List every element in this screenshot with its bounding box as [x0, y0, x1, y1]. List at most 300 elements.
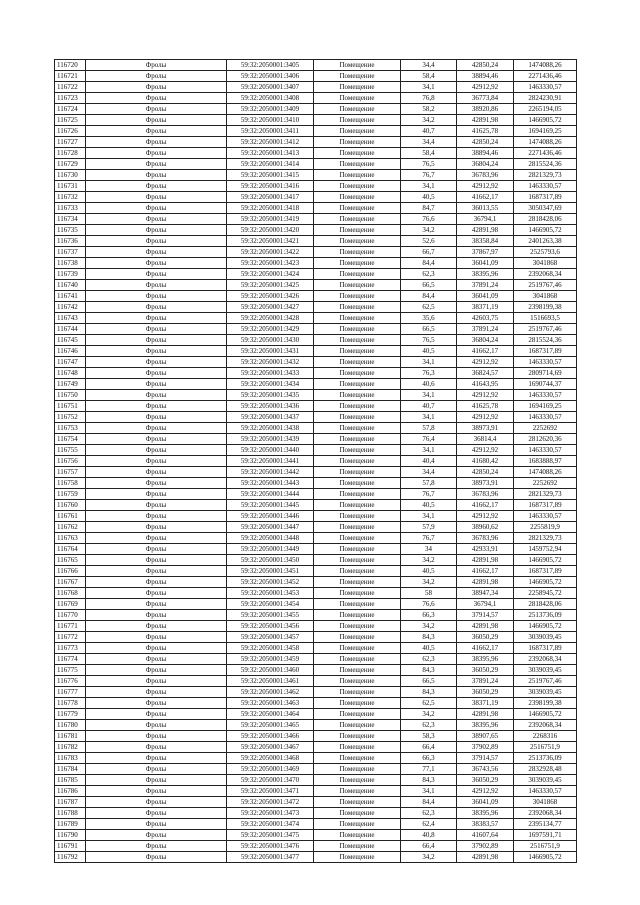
cadastral-number-cell: 59:32:2050001:3471 — [227, 786, 314, 797]
cadastral-value-cell: 2258945,72 — [514, 588, 577, 599]
area-cell: 34,1 — [401, 82, 457, 93]
object-type-cell: Помещение — [314, 764, 401, 775]
table-row — [55, 478, 577, 489]
row-number-cell: 116773 — [55, 643, 86, 654]
cadastral-number-cell: 59:32:2050001:3417 — [227, 192, 314, 203]
object-type-cell: Помещение — [314, 676, 401, 687]
area-cell: 62,3 — [401, 720, 457, 731]
cadastral-number-cell: 59:32:2050001:3472 — [227, 797, 314, 808]
price-per-sqm-cell: 37914,57 — [457, 610, 514, 621]
row-number-cell: 116743 — [55, 313, 86, 324]
area-cell: 76,4 — [401, 434, 457, 445]
object-type-cell: Помещение — [314, 82, 401, 93]
price-per-sqm-cell: 36041,09 — [457, 797, 514, 808]
cadastral-number-cell: 59:32:2050001:3444 — [227, 489, 314, 500]
object-type-cell: Помещение — [314, 698, 401, 709]
cadastral-number-cell: 59:32:2050001:3468 — [227, 753, 314, 764]
object-type-cell: Помещение — [314, 731, 401, 742]
row-number-cell: 116781 — [55, 731, 86, 742]
object-type-cell: Помещение — [314, 192, 401, 203]
area-cell: 34,2 — [401, 852, 457, 863]
cadastral-number-cell: 59:32:2050001:3448 — [227, 533, 314, 544]
locality-cell: Фролы — [86, 236, 227, 247]
price-per-sqm-cell: 42891,98 — [457, 115, 514, 126]
cadastral-value-cell: 3039039,45 — [514, 632, 577, 643]
locality-cell: Фролы — [86, 445, 227, 456]
table-row — [55, 313, 577, 324]
object-type-cell: Помещение — [314, 225, 401, 236]
object-type-cell: Помещение — [314, 324, 401, 335]
area-cell: 40,4 — [401, 456, 457, 467]
cadastral-value-cell: 1516693,5 — [514, 313, 577, 324]
row-number-cell: 116727 — [55, 137, 86, 148]
cadastral-number-cell: 59:32:2050001:3412 — [227, 137, 314, 148]
cadastral-value-cell: 1687317,89 — [514, 500, 577, 511]
price-per-sqm-cell: 36783,96 — [457, 533, 514, 544]
price-per-sqm-cell: 36050,29 — [457, 687, 514, 698]
cadastral-number-cell: 59:32:2050001:3465 — [227, 720, 314, 731]
cadastral-number-cell: 59:32:2050001:3477 — [227, 852, 314, 863]
price-per-sqm-cell: 41680,42 — [457, 456, 514, 467]
locality-cell: Фролы — [86, 214, 227, 225]
cadastral-number-cell: 59:32:2050001:3418 — [227, 203, 314, 214]
cadastral-value-cell: 1474088,26 — [514, 60, 577, 71]
cadastral-number-cell: 59:32:2050001:3427 — [227, 302, 314, 313]
cadastral-number-cell: 59:32:2050001:3457 — [227, 632, 314, 643]
price-per-sqm-cell: 36814,4 — [457, 434, 514, 445]
table-row — [55, 115, 577, 126]
row-number-cell: 116749 — [55, 379, 86, 390]
cadastral-value-cell: 2395134,77 — [514, 819, 577, 830]
price-per-sqm-cell: 41625,78 — [457, 126, 514, 137]
cadastral-number-cell: 59:32:2050001:3467 — [227, 742, 314, 753]
cadastral-value-cell: 2519767,46 — [514, 676, 577, 687]
table-row — [55, 709, 577, 720]
object-type-cell: Помещение — [314, 445, 401, 456]
price-per-sqm-cell: 41662,17 — [457, 346, 514, 357]
area-cell: 66,5 — [401, 324, 457, 335]
cadastral-value-cell: 3039039,45 — [514, 687, 577, 698]
locality-cell: Фролы — [86, 819, 227, 830]
cadastral-number-cell: 59:32:2050001:3421 — [227, 236, 314, 247]
row-number-cell: 116780 — [55, 720, 86, 731]
object-type-cell: Помещение — [314, 467, 401, 478]
table-row — [55, 302, 577, 313]
row-number-cell: 116751 — [55, 401, 86, 412]
area-cell: 34 — [401, 544, 457, 555]
locality-cell: Фролы — [86, 434, 227, 445]
object-type-cell: Помещение — [314, 247, 401, 258]
cadastral-value-cell: 1697591,71 — [514, 830, 577, 841]
row-number-cell: 116762 — [55, 522, 86, 533]
row-number-cell: 116730 — [55, 170, 86, 181]
row-number-cell: 116741 — [55, 291, 86, 302]
row-number-cell: 116761 — [55, 511, 86, 522]
area-cell: 76,3 — [401, 368, 457, 379]
cadastral-number-cell: 59:32:2050001:3415 — [227, 170, 314, 181]
object-type-cell: Помещение — [314, 203, 401, 214]
cadastral-value-cell: 2255819,9 — [514, 522, 577, 533]
row-number-cell: 116722 — [55, 82, 86, 93]
object-type-cell: Помещение — [314, 577, 401, 588]
table-row — [55, 742, 577, 753]
table-row — [55, 555, 577, 566]
row-number-cell: 116786 — [55, 786, 86, 797]
area-cell: 66,3 — [401, 753, 457, 764]
row-number-cell: 116764 — [55, 544, 86, 555]
area-cell: 66,5 — [401, 676, 457, 687]
area-cell: 84,3 — [401, 775, 457, 786]
cadastral-value-cell: 2252692 — [514, 423, 577, 434]
area-cell: 84,4 — [401, 291, 457, 302]
object-type-cell: Помещение — [314, 819, 401, 830]
locality-cell: Фролы — [86, 852, 227, 863]
cadastral-value-cell: 3041868 — [514, 258, 577, 269]
table-row — [55, 82, 577, 93]
locality-cell: Фролы — [86, 115, 227, 126]
row-number-cell: 116755 — [55, 445, 86, 456]
table-row — [55, 654, 577, 665]
area-cell: 58,3 — [401, 731, 457, 742]
price-per-sqm-cell: 38395,96 — [457, 269, 514, 280]
price-per-sqm-cell: 36041,09 — [457, 291, 514, 302]
row-number-cell: 116724 — [55, 104, 86, 115]
object-type-cell: Помещение — [314, 71, 401, 82]
row-number-cell: 116774 — [55, 654, 86, 665]
locality-cell: Фролы — [86, 126, 227, 137]
object-type-cell: Помещение — [314, 60, 401, 71]
table-row — [55, 192, 577, 203]
area-cell: 34,2 — [401, 577, 457, 588]
area-cell: 62,5 — [401, 302, 457, 313]
area-cell: 76,5 — [401, 159, 457, 170]
row-number-cell: 116777 — [55, 687, 86, 698]
table-row — [55, 819, 577, 830]
price-per-sqm-cell: 37914,57 — [457, 753, 514, 764]
price-per-sqm-cell: 36783,96 — [457, 489, 514, 500]
cadastral-value-cell: 2519767,46 — [514, 280, 577, 291]
cadastral-number-cell: 59:32:2050001:3434 — [227, 379, 314, 390]
table-row — [55, 687, 577, 698]
table-row — [55, 852, 577, 863]
table-row — [55, 401, 577, 412]
table-row — [55, 775, 577, 786]
cadastral-number-cell: 59:32:2050001:3438 — [227, 423, 314, 434]
area-cell: 66,4 — [401, 742, 457, 753]
row-number-cell: 116748 — [55, 368, 86, 379]
cadastral-value-cell: 1687317,89 — [514, 643, 577, 654]
cadastral-value-cell: 2392068,34 — [514, 269, 577, 280]
price-per-sqm-cell: 42891,98 — [457, 225, 514, 236]
area-cell: 84,7 — [401, 203, 457, 214]
table-row — [55, 698, 577, 709]
row-number-cell: 116725 — [55, 115, 86, 126]
cadastral-number-cell: 59:32:2050001:3466 — [227, 731, 314, 742]
price-per-sqm-cell: 38973,91 — [457, 478, 514, 489]
object-type-cell: Помещение — [314, 841, 401, 852]
area-cell: 40,5 — [401, 346, 457, 357]
object-type-cell: Помещение — [314, 236, 401, 247]
cadastral-value-cell: 1463330,57 — [514, 786, 577, 797]
area-cell: 34,1 — [401, 786, 457, 797]
area-cell: 62,5 — [401, 698, 457, 709]
price-per-sqm-cell: 41643,95 — [457, 379, 514, 390]
object-type-cell: Помещение — [314, 500, 401, 511]
area-cell: 40,5 — [401, 500, 457, 511]
table-row — [55, 522, 577, 533]
price-per-sqm-cell: 42912,92 — [457, 82, 514, 93]
cadastral-value-cell: 2265194,05 — [514, 104, 577, 115]
cadastral-number-cell: 59:32:2050001:3469 — [227, 764, 314, 775]
row-number-cell: 116735 — [55, 225, 86, 236]
row-number-cell: 116787 — [55, 797, 86, 808]
area-cell: 34,2 — [401, 621, 457, 632]
object-type-cell: Помещение — [314, 357, 401, 368]
locality-cell: Фролы — [86, 797, 227, 808]
cadastral-value-cell: 2401263,38 — [514, 236, 577, 247]
area-cell: 34,4 — [401, 137, 457, 148]
area-cell: 35,6 — [401, 313, 457, 324]
locality-cell: Фролы — [86, 247, 227, 258]
object-type-cell: Помещение — [314, 214, 401, 225]
cadastral-table — [54, 59, 577, 863]
cadastral-number-cell: 59:32:2050001:3440 — [227, 445, 314, 456]
table-row — [55, 731, 577, 742]
price-per-sqm-cell: 37891,24 — [457, 324, 514, 335]
area-cell: 34,1 — [401, 181, 457, 192]
price-per-sqm-cell: 41662,17 — [457, 643, 514, 654]
area-cell: 62,3 — [401, 269, 457, 280]
object-type-cell: Помещение — [314, 489, 401, 500]
cadastral-number-cell: 59:32:2050001:3446 — [227, 511, 314, 522]
cadastral-value-cell: 2818428,06 — [514, 214, 577, 225]
object-type-cell: Помещение — [314, 401, 401, 412]
cadastral-number-cell: 59:32:2050001:3449 — [227, 544, 314, 555]
table-body — [55, 60, 577, 863]
cadastral-value-cell: 1466905,72 — [514, 225, 577, 236]
area-cell: 76,7 — [401, 489, 457, 500]
area-cell: 76,5 — [401, 335, 457, 346]
object-type-cell: Помещение — [314, 335, 401, 346]
locality-cell: Фролы — [86, 357, 227, 368]
area-cell: 58,4 — [401, 148, 457, 159]
cadastral-value-cell: 1690744,37 — [514, 379, 577, 390]
table-row — [55, 764, 577, 775]
row-number-cell: 116766 — [55, 566, 86, 577]
locality-cell: Фролы — [86, 742, 227, 753]
object-type-cell: Помещение — [314, 687, 401, 698]
cadastral-value-cell: 1463330,57 — [514, 511, 577, 522]
table-row — [55, 104, 577, 115]
locality-cell: Фролы — [86, 71, 227, 82]
price-per-sqm-cell: 41662,17 — [457, 500, 514, 511]
cadastral-value-cell: 2392068,34 — [514, 808, 577, 819]
row-number-cell: 116785 — [55, 775, 86, 786]
cadastral-value-cell: 2525793,6 — [514, 247, 577, 258]
object-type-cell: Помещение — [314, 478, 401, 489]
cadastral-number-cell: 59:32:2050001:3428 — [227, 313, 314, 324]
price-per-sqm-cell: 38920,86 — [457, 104, 514, 115]
locality-cell: Фролы — [86, 731, 227, 742]
table-row — [55, 445, 577, 456]
cadastral-number-cell: 59:32:2050001:3474 — [227, 819, 314, 830]
table-row — [55, 247, 577, 258]
cadastral-number-cell: 59:32:2050001:3406 — [227, 71, 314, 82]
price-per-sqm-cell: 41662,17 — [457, 566, 514, 577]
price-per-sqm-cell: 42891,98 — [457, 555, 514, 566]
row-number-cell: 116768 — [55, 588, 86, 599]
table-row — [55, 357, 577, 368]
cadastral-value-cell: 2815524,36 — [514, 335, 577, 346]
cadastral-value-cell: 1466905,72 — [514, 852, 577, 863]
cadastral-value-cell: 2271436,46 — [514, 148, 577, 159]
row-number-cell: 116736 — [55, 236, 86, 247]
price-per-sqm-cell: 36804,24 — [457, 335, 514, 346]
row-number-cell: 116754 — [55, 434, 86, 445]
locality-cell: Фролы — [86, 643, 227, 654]
object-type-cell: Помещение — [314, 456, 401, 467]
table-row — [55, 577, 577, 588]
price-per-sqm-cell: 36743,56 — [457, 764, 514, 775]
cadastral-number-cell: 59:32:2050001:3441 — [227, 456, 314, 467]
price-per-sqm-cell: 38894,46 — [457, 148, 514, 159]
cadastral-value-cell: 1466905,72 — [514, 709, 577, 720]
cadastral-number-cell: 59:32:2050001:3451 — [227, 566, 314, 577]
area-cell: 84,3 — [401, 665, 457, 676]
object-type-cell: Помещение — [314, 566, 401, 577]
area-cell: 34,4 — [401, 467, 457, 478]
price-per-sqm-cell: 38894,46 — [457, 71, 514, 82]
object-type-cell: Помещение — [314, 742, 401, 753]
row-number-cell: 116744 — [55, 324, 86, 335]
locality-cell: Фролы — [86, 324, 227, 335]
locality-cell: Фролы — [86, 401, 227, 412]
price-per-sqm-cell: 36773,84 — [457, 93, 514, 104]
area-cell: 34,2 — [401, 115, 457, 126]
area-cell: 62,4 — [401, 819, 457, 830]
locality-cell: Фролы — [86, 533, 227, 544]
row-number-cell: 116769 — [55, 599, 86, 610]
price-per-sqm-cell: 38395,96 — [457, 808, 514, 819]
area-cell: 84,4 — [401, 258, 457, 269]
cadastral-value-cell: 2513736,09 — [514, 753, 577, 764]
price-per-sqm-cell: 37891,24 — [457, 676, 514, 687]
cadastral-number-cell: 59:32:2050001:3475 — [227, 830, 314, 841]
price-per-sqm-cell: 41662,17 — [457, 192, 514, 203]
cadastral-number-cell: 59:32:2050001:3419 — [227, 214, 314, 225]
locality-cell: Фролы — [86, 346, 227, 357]
price-per-sqm-cell: 42891,98 — [457, 709, 514, 720]
price-per-sqm-cell: 38395,96 — [457, 720, 514, 731]
area-cell: 34,1 — [401, 357, 457, 368]
object-type-cell: Помещение — [314, 115, 401, 126]
area-cell: 40,5 — [401, 643, 457, 654]
cadastral-number-cell: 59:32:2050001:3408 — [227, 93, 314, 104]
object-type-cell: Помещение — [314, 720, 401, 731]
price-per-sqm-cell: 38947,34 — [457, 588, 514, 599]
cadastral-value-cell: 2815524,36 — [514, 159, 577, 170]
row-number-cell: 116732 — [55, 192, 86, 203]
row-number-cell: 116775 — [55, 665, 86, 676]
object-type-cell: Помещение — [314, 632, 401, 643]
cadastral-value-cell: 1466905,72 — [514, 577, 577, 588]
price-per-sqm-cell: 41607,64 — [457, 830, 514, 841]
area-cell: 76,6 — [401, 214, 457, 225]
object-type-cell: Помещение — [314, 181, 401, 192]
object-type-cell: Помещение — [314, 291, 401, 302]
row-number-cell: 116783 — [55, 753, 86, 764]
row-number-cell: 116753 — [55, 423, 86, 434]
row-number-cell: 116790 — [55, 830, 86, 841]
locality-cell: Фролы — [86, 335, 227, 346]
price-per-sqm-cell: 38973,91 — [457, 423, 514, 434]
cadastral-number-cell: 59:32:2050001:3435 — [227, 390, 314, 401]
area-cell: 34,1 — [401, 412, 457, 423]
table-row — [55, 346, 577, 357]
locality-cell: Фролы — [86, 368, 227, 379]
locality-cell: Фролы — [86, 93, 227, 104]
area-cell: 62,3 — [401, 808, 457, 819]
price-per-sqm-cell: 38383,57 — [457, 819, 514, 830]
row-number-cell: 116756 — [55, 456, 86, 467]
locality-cell: Фролы — [86, 269, 227, 280]
cadastral-number-cell: 59:32:2050001:3414 — [227, 159, 314, 170]
price-per-sqm-cell: 36794,1 — [457, 599, 514, 610]
locality-cell: Фролы — [86, 82, 227, 93]
table-row — [55, 379, 577, 390]
row-number-cell: 116770 — [55, 610, 86, 621]
area-cell: 34,2 — [401, 225, 457, 236]
locality-cell: Фролы — [86, 610, 227, 621]
cadastral-number-cell: 59:32:2050001:3437 — [227, 412, 314, 423]
row-number-cell: 116752 — [55, 412, 86, 423]
object-type-cell: Помещение — [314, 302, 401, 313]
cadastral-value-cell: 2392068,34 — [514, 654, 577, 665]
cadastral-number-cell: 59:32:2050001:3411 — [227, 126, 314, 137]
cadastral-value-cell: 1694169,25 — [514, 401, 577, 412]
locality-cell: Фролы — [86, 423, 227, 434]
area-cell: 76,7 — [401, 533, 457, 544]
cadastral-value-cell: 2268316 — [514, 731, 577, 742]
locality-cell: Фролы — [86, 522, 227, 533]
area-cell: 34,1 — [401, 445, 457, 456]
area-cell: 34,1 — [401, 390, 457, 401]
table-row — [55, 841, 577, 852]
area-cell: 58,2 — [401, 104, 457, 115]
cadastral-value-cell: 1463330,57 — [514, 412, 577, 423]
price-per-sqm-cell: 42603,75 — [457, 313, 514, 324]
table-row — [55, 533, 577, 544]
cadastral-value-cell: 1463330,57 — [514, 390, 577, 401]
cadastral-value-cell: 1463330,57 — [514, 181, 577, 192]
cadastral-value-cell: 2821329,73 — [514, 489, 577, 500]
row-number-cell: 116723 — [55, 93, 86, 104]
table-row — [55, 126, 577, 137]
table-row — [55, 148, 577, 159]
cadastral-number-cell: 59:32:2050001:3436 — [227, 401, 314, 412]
cadastral-value-cell: 1687317,89 — [514, 192, 577, 203]
object-type-cell: Помещение — [314, 555, 401, 566]
row-number-cell: 116745 — [55, 335, 86, 346]
cadastral-number-cell: 59:32:2050001:3424 — [227, 269, 314, 280]
area-cell: 66,7 — [401, 247, 457, 258]
row-number-cell: 116759 — [55, 489, 86, 500]
cadastral-number-cell: 59:32:2050001:3431 — [227, 346, 314, 357]
row-number-cell: 116791 — [55, 841, 86, 852]
cadastral-number-cell: 59:32:2050001:3464 — [227, 709, 314, 720]
price-per-sqm-cell: 38371,19 — [457, 302, 514, 313]
cadastral-number-cell: 59:32:2050001:3460 — [227, 665, 314, 676]
